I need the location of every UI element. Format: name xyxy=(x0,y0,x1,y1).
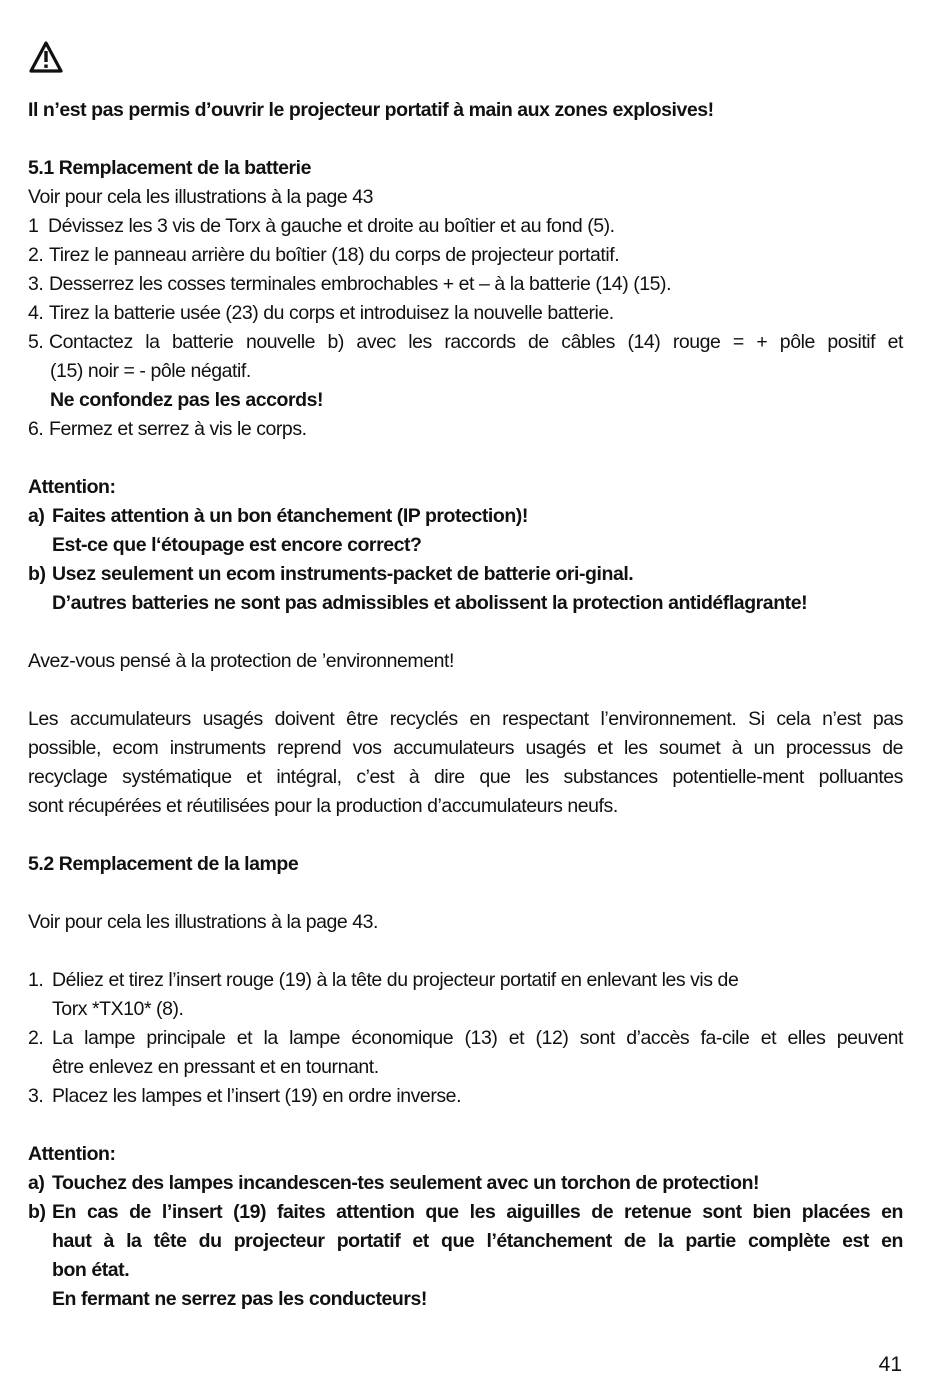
list-item xyxy=(28,1024,903,1053)
environment-question: Avez-vous pensé à la protection de ’environnement! xyxy=(28,650,454,672)
list-item xyxy=(28,966,903,995)
environment-paragraph-line: Les accumulateurs usagés doivent être recyclés en respectant l’environnement. Si cela n’est pas xyxy=(28,708,903,730)
section-5-1-intro: Voir pour cela les illustrations à la page 43 xyxy=(28,186,374,208)
attention-item-continuation: D’autres batteries ne sont pas admissibles et abolissent la protection antidéflagrante! xyxy=(52,592,808,614)
list-item-text: Fermez et serrez à vis le corps. xyxy=(49,418,307,440)
list-item-continuation: être enlevez en pressant et en tournant. xyxy=(52,1056,379,1078)
attention-item xyxy=(28,502,903,531)
list-item-text: Placez les lampes et l’insert (19) en ordre inverse. xyxy=(52,1085,462,1107)
warning-triangle-icon xyxy=(28,40,64,74)
list-item-text: Tirez le panneau arrière du boîtier (18) du corps de projecteur portatif. xyxy=(49,244,620,266)
list-item xyxy=(28,415,903,444)
list-item-continuation: (15) noir = - pôle négatif. xyxy=(50,360,251,382)
attention-item-label: a) xyxy=(28,1172,45,1194)
environment-paragraph-line: possible, ecom instruments reprend vos accumulateurs usagés et les soumet à un processus de xyxy=(28,737,903,759)
list-item xyxy=(28,328,903,357)
list-item-text: Tirez la batterie usée (23) du corps et introduisez la nouvelle batterie. xyxy=(49,302,614,324)
attention-item-continuation: Est-ce que l‘étoupage est encore correct? xyxy=(52,534,422,556)
attention-item-text: En cas de l’insert (19) faites attention que les aiguilles de retenue sont bien placées en xyxy=(52,1201,903,1223)
attention-item xyxy=(28,1198,903,1227)
list-item-number: 6. xyxy=(28,418,44,440)
section-5-1-heading: 5.1 Remplacement de la batterie xyxy=(28,157,312,179)
environment-paragraph-line: recyclage systématique et intégral, c’est à dire que les substances potentielle-ment polluantes xyxy=(28,766,903,788)
attention-item xyxy=(28,1169,903,1198)
attention-title: Attention: xyxy=(28,1143,116,1165)
attention-title: Attention: xyxy=(28,476,116,498)
warning-text: Il n’est pas permis d’ouvrir le projecteur portatif à main aux zones explosives! xyxy=(28,99,714,121)
list-item-text: La lampe principale et la lampe économique (13) et (12) sont d’accès fa-cile et elles peuvent xyxy=(52,1027,903,1049)
attention-item-text: Usez seulement un ecom instruments-packet de batterie ori-ginal. xyxy=(52,563,634,585)
list-item xyxy=(28,212,903,241)
list-item-text: Déliez et tirez l’insert rouge (19) à la tête du projecteur portatif en enlevant les vis de xyxy=(52,969,739,991)
page-number: 41 xyxy=(878,1353,902,1376)
list-item-number: 5. xyxy=(28,331,44,353)
attention-item-text: Faites attention à un bon étanchement (IP protection)! xyxy=(52,505,528,527)
list-item-number: 3. xyxy=(28,1085,44,1107)
list-item-number: 2. xyxy=(28,244,44,266)
list-item-bold-note: Ne confondez pas les accords! xyxy=(50,389,324,411)
list-item xyxy=(28,299,903,328)
attention-item-continuation: haut à la tête du projecteur portatif et que l’étanchement de la partie complète est en xyxy=(52,1230,903,1252)
list-item-number: 1. xyxy=(28,969,44,991)
list-item-continuation: Torx *TX10* (8). xyxy=(52,998,184,1020)
attention-item-label: b) xyxy=(28,1201,46,1223)
attention-item-label: a) xyxy=(28,505,45,527)
list-item xyxy=(28,1082,903,1111)
attention-item-text: Touchez des lampes incandescen-tes seulement avec un torchon de protection! xyxy=(52,1172,760,1194)
attention-item-bold-note: En fermant ne serrez pas les conducteurs! xyxy=(52,1288,427,1310)
attention-item xyxy=(28,560,903,589)
list-item-number: 1 xyxy=(28,215,39,237)
list-item-text: Desserrez les cosses terminales embrochables + et – à la batterie (14) (15). xyxy=(49,273,672,295)
section-5-2-heading: 5.2 Remplacement de la lampe xyxy=(28,853,299,875)
attention-item-continuation: bon état. xyxy=(52,1259,130,1281)
environment-paragraph-line: sont récupérées et réutilisées pour la production d’accumulateurs neufs. xyxy=(28,795,618,817)
list-item-text: Contactez la batterie nouvelle b) avec les raccords de câbles (14) rouge = + pôle positif et xyxy=(49,331,903,353)
list-item-number: 2. xyxy=(28,1027,44,1049)
section-5-2-intro: Voir pour cela les illustrations à la page 43. xyxy=(28,911,379,933)
list-item-number: 4. xyxy=(28,302,44,324)
list-item xyxy=(28,241,903,270)
list-item-number: 3. xyxy=(28,273,44,295)
attention-item-label: b) xyxy=(28,563,46,585)
list-item-text: Dévissez les 3 vis de Torx à gauche et droite au boîtier et au fond (5). xyxy=(48,215,615,237)
list-item xyxy=(28,270,903,299)
